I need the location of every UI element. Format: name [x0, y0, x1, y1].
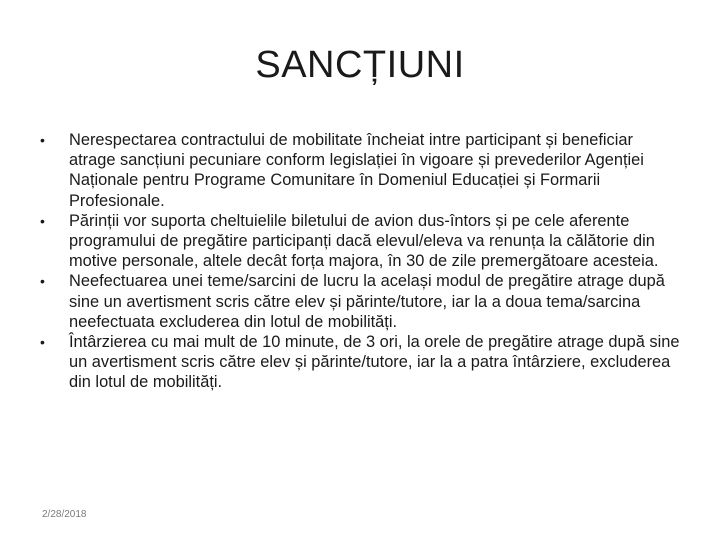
bullet-icon: • — [40, 273, 45, 290]
bullet-text: Întârzierea cu mai mult de 10 minute, de 3 ori, la orele de pregătire atrage după sine un avertisment scris către elev și părinte/tutore, iar la a patra întârziere, excluderea din lotul de mobilități. — [69, 333, 680, 392]
bullet-item — [40, 271, 680, 332]
slide-title: SANCȚIUNI — [255, 44, 465, 86]
bullet-item — [40, 130, 680, 211]
bullet-icon: • — [40, 132, 45, 148]
footer-date: 2/28/2018 — [42, 509, 87, 520]
bullet-text: Nerespectarea contractului de mobilitate încheiat intre participant și beneficiar atrage sancțiuni pecuniare conform legislației în vigoare și prevederilor Agenției Naționale pentru Programe Comunitare în Domeniul Educației și Formarii Profesionale. — [69, 131, 644, 210]
bullet-text: Părinții vor suporta cheltuielile biletului de avion dus-întors și pe cele aferente programului de pregătire participanți dacă elevul/eleva va renunța la călătorie din motive personale, altele decât forța majora, în 30 de zile premergătoare acesteia. — [69, 211, 659, 271]
bullet-text: Neefectuarea unei teme/sarcini de lucru la același modul de pregătire atrage după sine un avertisment scris către elev și părinte/tutore, iar la a doua tema/sarcina neefectuata excluderea din lotul de mobilități. — [69, 272, 665, 331]
bullet-icon: • — [40, 212, 45, 229]
bullet-item — [40, 332, 680, 393]
bullet-list — [40, 130, 680, 393]
bullet-icon: • — [40, 334, 45, 351]
bullet-item — [40, 211, 680, 272]
